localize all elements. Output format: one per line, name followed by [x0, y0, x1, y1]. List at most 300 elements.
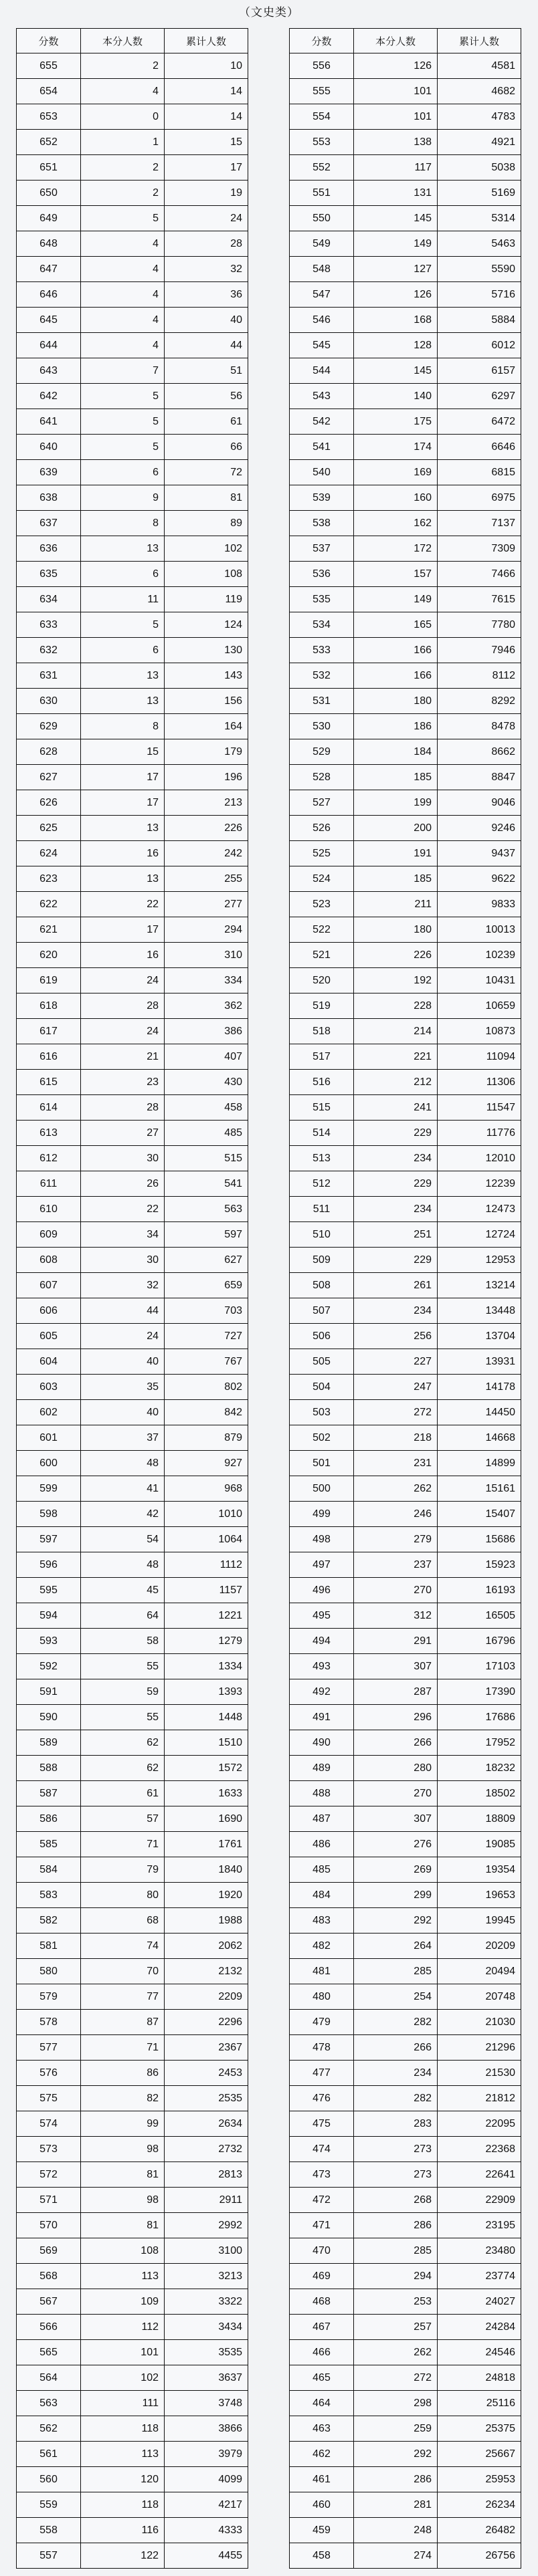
cumulative-cell: 9437 [438, 841, 521, 866]
cumulative-cell: 4783 [438, 104, 521, 130]
score-cell: 638 [17, 485, 81, 511]
cumulative-cell: 4099 [165, 2467, 248, 2492]
table-row [290, 1908, 521, 1934]
score-cell: 530 [290, 714, 354, 739]
count-cell: 13 [81, 536, 165, 562]
count-cell: 157 [354, 562, 438, 587]
count-cell: 272 [354, 1400, 438, 1425]
count-cell: 145 [354, 358, 438, 384]
count-cell: 247 [354, 1375, 438, 1400]
score-cell: 476 [290, 2086, 354, 2111]
table-row [290, 206, 521, 231]
score-cell: 537 [290, 536, 354, 562]
cumulative-cell: 14 [165, 79, 248, 104]
count-cell: 212 [354, 1070, 438, 1095]
count-cell: 286 [354, 2467, 438, 2492]
table-row [17, 104, 248, 130]
cumulative-cell: 179 [165, 739, 248, 765]
score-cell: 589 [17, 1730, 81, 1756]
score-cell: 619 [17, 968, 81, 993]
table-row [17, 1146, 248, 1171]
count-cell: 4 [81, 308, 165, 333]
cumulative-cell: 277 [165, 892, 248, 917]
table-row [290, 892, 521, 917]
table-row [17, 2391, 248, 2416]
score-cell: 572 [17, 2162, 81, 2188]
cumulative-cell: 24818 [438, 2365, 521, 2391]
count-cell: 285 [354, 2238, 438, 2264]
score-cell: 543 [290, 384, 354, 409]
cumulative-cell: 10659 [438, 993, 521, 1019]
score-cell: 571 [17, 2188, 81, 2213]
cumulative-cell: 72 [165, 460, 248, 485]
score-cell: 641 [17, 409, 81, 435]
count-cell: 186 [354, 714, 438, 739]
score-cell: 633 [17, 612, 81, 638]
table-row [290, 1603, 521, 1629]
count-cell: 292 [354, 1908, 438, 1934]
table-row [17, 689, 248, 714]
count-cell: 264 [354, 1934, 438, 1959]
score-cell: 581 [17, 1934, 81, 1959]
cumulative-cell: 56 [165, 384, 248, 409]
table-row [17, 1527, 248, 1552]
score-cell: 646 [17, 282, 81, 308]
score-cell: 611 [17, 1171, 81, 1197]
table-row [290, 2543, 521, 2569]
count-cell: 116 [81, 2518, 165, 2543]
score-cell: 564 [17, 2365, 81, 2391]
table-row [290, 1857, 521, 1883]
count-cell: 175 [354, 409, 438, 435]
cumulative-cell: 26482 [438, 2518, 521, 2543]
score-cell: 520 [290, 968, 354, 993]
cumulative-cell: 1221 [165, 1603, 248, 1629]
cumulative-cell: 407 [165, 1044, 248, 1070]
table-row [290, 1095, 521, 1121]
count-cell: 28 [81, 993, 165, 1019]
count-cell: 5 [81, 435, 165, 460]
table-row [17, 1832, 248, 1857]
count-cell: 8 [81, 714, 165, 739]
cumulative-cell: 2732 [165, 2137, 248, 2162]
table-row [290, 384, 521, 409]
score-cell: 625 [17, 816, 81, 841]
count-cell: 24 [81, 1324, 165, 1349]
count-cell: 79 [81, 1857, 165, 1883]
score-cell: 534 [290, 612, 354, 638]
cumulative-cell: 16505 [438, 1603, 521, 1629]
cumulative-cell: 102 [165, 536, 248, 562]
cumulative-cell: 7780 [438, 612, 521, 638]
score-cell: 506 [290, 1324, 354, 1349]
score-cell: 594 [17, 1603, 81, 1629]
cumulative-cell: 24 [165, 206, 248, 231]
table-row [290, 2162, 521, 2188]
table-row [290, 1044, 521, 1070]
count-cell: 74 [81, 1934, 165, 1959]
count-cell: 248 [354, 2518, 438, 2543]
count-cell: 117 [354, 155, 438, 181]
score-cell: 525 [290, 841, 354, 866]
score-cell: 617 [17, 1019, 81, 1044]
score-cell: 505 [290, 1349, 354, 1375]
cumulative-cell: 22909 [438, 2188, 521, 2213]
table-row [17, 1248, 248, 1273]
count-cell: 218 [354, 1425, 438, 1451]
count-cell: 4 [81, 231, 165, 257]
cumulative-cell: 23774 [438, 2264, 521, 2289]
table-row [290, 282, 521, 308]
cumulative-cell: 10431 [438, 968, 521, 993]
count-cell: 234 [354, 2061, 438, 2086]
count-cell: 113 [81, 2264, 165, 2289]
table-row [17, 1019, 248, 1044]
cumulative-cell: 1157 [165, 1578, 248, 1603]
table-row [17, 714, 248, 739]
score-cell: 549 [290, 231, 354, 257]
cumulative-cell: 2992 [165, 2213, 248, 2238]
cumulative-cell: 24027 [438, 2289, 521, 2315]
count-cell: 87 [81, 2010, 165, 2035]
count-cell: 108 [81, 2238, 165, 2264]
cumulative-cell: 3637 [165, 2365, 248, 2391]
score-cell: 574 [17, 2111, 81, 2137]
cumulative-cell: 8847 [438, 765, 521, 790]
count-cell: 17 [81, 765, 165, 790]
count-cell: 285 [354, 1959, 438, 1984]
count-cell: 273 [354, 2137, 438, 2162]
table-row [290, 2086, 521, 2111]
cumulative-cell: 9046 [438, 790, 521, 816]
score-cell: 642 [17, 384, 81, 409]
count-cell: 231 [354, 1451, 438, 1476]
table-row [17, 1781, 248, 1806]
cumulative-cell: 40 [165, 308, 248, 333]
count-cell: 13 [81, 866, 165, 892]
count-cell: 0 [81, 104, 165, 130]
count-cell: 98 [81, 2137, 165, 2162]
score-cell: 588 [17, 1756, 81, 1781]
cumulative-cell: 108 [165, 562, 248, 587]
table-row [17, 2035, 248, 2061]
table-row [290, 1222, 521, 1248]
score-cell: 489 [290, 1756, 354, 1781]
table-row [17, 663, 248, 689]
score-cell: 628 [17, 739, 81, 765]
cumulative-cell: 334 [165, 968, 248, 993]
score-cell: 595 [17, 1578, 81, 1603]
table-row [290, 587, 521, 612]
count-cell: 35 [81, 1375, 165, 1400]
score-cell: 533 [290, 638, 354, 663]
count-cell: 214 [354, 1019, 438, 1044]
score-cell: 522 [290, 917, 354, 943]
score-cell: 639 [17, 460, 81, 485]
score-cell: 509 [290, 1248, 354, 1273]
table-row [290, 790, 521, 816]
table-row [290, 2492, 521, 2518]
count-cell: 312 [354, 1603, 438, 1629]
count-cell: 41 [81, 1476, 165, 1502]
score-cell: 466 [290, 2340, 354, 2365]
cumulative-cell: 25953 [438, 2467, 521, 2492]
cumulative-cell: 8662 [438, 739, 521, 765]
score-cell: 652 [17, 130, 81, 155]
table-row [17, 79, 248, 104]
table-row [290, 943, 521, 968]
table-row [290, 1883, 521, 1908]
count-cell: 101 [354, 79, 438, 104]
count-cell: 229 [354, 1171, 438, 1197]
table-row [17, 409, 248, 435]
cumulative-cell: 12239 [438, 1171, 521, 1197]
count-cell: 126 [354, 53, 438, 79]
score-cell: 516 [290, 1070, 354, 1095]
table-row [17, 1044, 248, 1070]
cumulative-cell: 16796 [438, 1629, 521, 1654]
score-cell: 473 [290, 2162, 354, 2188]
score-cell: 463 [290, 2416, 354, 2442]
cumulative-cell: 51 [165, 358, 248, 384]
cumulative-cell: 7137 [438, 511, 521, 536]
count-cell: 112 [81, 2315, 165, 2340]
count-cell: 282 [354, 2086, 438, 2111]
table-row [17, 917, 248, 943]
score-cell: 606 [17, 1298, 81, 1324]
score-cell: 508 [290, 1273, 354, 1298]
score-cell: 531 [290, 689, 354, 714]
count-cell: 16 [81, 841, 165, 866]
cumulative-cell: 802 [165, 1375, 248, 1400]
table-row [17, 1298, 248, 1324]
cumulative-cell: 5038 [438, 155, 521, 181]
cumulative-cell: 20209 [438, 1934, 521, 1959]
score-cell: 461 [290, 2467, 354, 2492]
cumulative-cell: 11547 [438, 1095, 521, 1121]
cumulative-cell: 5884 [438, 308, 521, 333]
table-row [290, 2416, 521, 2442]
count-cell: 4 [81, 282, 165, 308]
cumulative-cell: 2132 [165, 1959, 248, 1984]
table-row [290, 1171, 521, 1197]
score-cell: 557 [17, 2543, 81, 2569]
count-cell: 55 [81, 1705, 165, 1730]
table-row [290, 1984, 521, 2010]
count-cell: 273 [354, 2162, 438, 2188]
score-cell: 602 [17, 1400, 81, 1425]
count-cell: 160 [354, 485, 438, 511]
cumulative-cell: 23195 [438, 2213, 521, 2238]
count-cell: 13 [81, 689, 165, 714]
cumulative-cell: 627 [165, 1248, 248, 1273]
table-row [290, 2035, 521, 2061]
cumulative-cell: 89 [165, 511, 248, 536]
score-cell: 464 [290, 2391, 354, 2416]
score-cell: 582 [17, 1908, 81, 1934]
count-cell: 30 [81, 1248, 165, 1273]
cumulative-cell: 25667 [438, 2442, 521, 2467]
table-row [290, 1959, 521, 1984]
count-cell: 282 [354, 2010, 438, 2035]
table-row [17, 2086, 248, 2111]
cumulative-cell: 485 [165, 1121, 248, 1146]
count-cell: 259 [354, 2416, 438, 2442]
cumulative-cell: 124 [165, 612, 248, 638]
count-cell: 166 [354, 638, 438, 663]
count-cell: 6 [81, 460, 165, 485]
score-cell: 655 [17, 53, 81, 79]
table-row [290, 1705, 521, 1730]
score-cell: 514 [290, 1121, 354, 1146]
table-row [17, 2340, 248, 2365]
score-cell: 613 [17, 1121, 81, 1146]
table-row [17, 2492, 248, 2518]
score-cell: 653 [17, 104, 81, 130]
score-cell: 503 [290, 1400, 354, 1425]
table-row [290, 2315, 521, 2340]
page-title: （文史类） [239, 6, 299, 19]
cumulative-cell: 3748 [165, 2391, 248, 2416]
cumulative-cell: 26234 [438, 2492, 521, 2518]
table-row [17, 206, 248, 231]
score-cell: 647 [17, 257, 81, 282]
cumulative-cell: 13214 [438, 1273, 521, 1298]
cumulative-cell: 226 [165, 816, 248, 841]
score-cell: 577 [17, 2035, 81, 2061]
count-cell: 185 [354, 866, 438, 892]
score-cell: 649 [17, 206, 81, 231]
table-row [290, 333, 521, 358]
cumulative-cell: 4682 [438, 79, 521, 104]
cumulative-cell: 15407 [438, 1502, 521, 1527]
count-cell: 286 [354, 2213, 438, 2238]
score-cell: 528 [290, 765, 354, 790]
score-cell: 553 [290, 130, 354, 155]
cumulative-cell: 1690 [165, 1806, 248, 1832]
table-row [17, 1273, 248, 1298]
score-cell: 498 [290, 1527, 354, 1552]
count-cell: 296 [354, 1705, 438, 1730]
cumulative-cell: 9833 [438, 892, 521, 917]
count-cell: 8 [81, 511, 165, 536]
cumulative-cell: 1279 [165, 1629, 248, 1654]
table-row [290, 1730, 521, 1756]
table-row [290, 2365, 521, 2391]
table-row [290, 2391, 521, 2416]
table-row [17, 1806, 248, 1832]
score-cell: 563 [17, 2391, 81, 2416]
score-cell: 575 [17, 2086, 81, 2111]
score-cell: 558 [17, 2518, 81, 2543]
score-cell: 640 [17, 435, 81, 460]
count-cell: 26 [81, 1171, 165, 1197]
score-cell: 597 [17, 1527, 81, 1552]
score-cell: 515 [290, 1095, 354, 1121]
score-cell: 573 [17, 2137, 81, 2162]
cumulative-cell: 12010 [438, 1146, 521, 1171]
cumulative-cell: 17 [165, 155, 248, 181]
score-cell: 496 [290, 1578, 354, 1603]
table-row [290, 714, 521, 739]
table-row [290, 1298, 521, 1324]
score-cell: 540 [290, 460, 354, 485]
table-row [17, 1730, 248, 1756]
count-cell: 113 [81, 2442, 165, 2467]
count-cell: 140 [354, 384, 438, 409]
count-cell: 2 [81, 181, 165, 206]
count-cell: 22 [81, 892, 165, 917]
cumulative-cell: 255 [165, 866, 248, 892]
score-cell: 460 [290, 2492, 354, 2518]
cumulative-cell: 8292 [438, 689, 521, 714]
table-row [17, 866, 248, 892]
table-row [290, 866, 521, 892]
table-row [17, 1679, 248, 1705]
score-cell: 470 [290, 2238, 354, 2264]
count-cell: 30 [81, 1146, 165, 1171]
score-cell: 487 [290, 1806, 354, 1832]
count-cell: 287 [354, 1679, 438, 1705]
cumulative-cell: 119 [165, 587, 248, 612]
count-cell: 109 [81, 2289, 165, 2315]
cumulative-cell: 3535 [165, 2340, 248, 2365]
table-row [290, 231, 521, 257]
table-row [290, 1578, 521, 1603]
table-row [17, 1629, 248, 1654]
count-cell: 138 [354, 130, 438, 155]
count-cell: 42 [81, 1502, 165, 1527]
count-cell: 54 [81, 1527, 165, 1552]
cumulative-cell: 1633 [165, 1781, 248, 1806]
table-row [17, 2162, 248, 2188]
score-cell: 541 [290, 435, 354, 460]
cumulative-cell: 196 [165, 765, 248, 790]
count-cell: 24 [81, 968, 165, 993]
table-row [17, 1451, 248, 1476]
count-cell: 299 [354, 1883, 438, 1908]
score-cell: 601 [17, 1425, 81, 1451]
cumulative-cell: 21812 [438, 2086, 521, 2111]
table-row [290, 816, 521, 841]
count-cell: 283 [354, 2111, 438, 2137]
cumulative-cell: 563 [165, 1197, 248, 1222]
score-cell: 579 [17, 1984, 81, 2010]
count-cell: 68 [81, 1908, 165, 1934]
count-cell: 98 [81, 2188, 165, 2213]
table-row [17, 892, 248, 917]
score-cell: 512 [290, 1171, 354, 1197]
score-cell: 555 [290, 79, 354, 104]
cumulative-cell: 12473 [438, 1197, 521, 1222]
count-cell: 280 [354, 1756, 438, 1781]
table-row [17, 1552, 248, 1578]
count-cell: 27 [81, 1121, 165, 1146]
count-cell: 62 [81, 1730, 165, 1756]
table-row [17, 257, 248, 282]
table-row [17, 485, 248, 511]
cumulative-cell: 12953 [438, 1248, 521, 1273]
table-row [17, 384, 248, 409]
count-cell: 13 [81, 663, 165, 689]
score-cell: 578 [17, 2010, 81, 2035]
score-cell: 631 [17, 663, 81, 689]
cumulative-cell: 10239 [438, 943, 521, 968]
score-cell: 561 [17, 2442, 81, 2467]
table-row [290, 511, 521, 536]
cumulative-cell: 310 [165, 943, 248, 968]
table-row [290, 689, 521, 714]
